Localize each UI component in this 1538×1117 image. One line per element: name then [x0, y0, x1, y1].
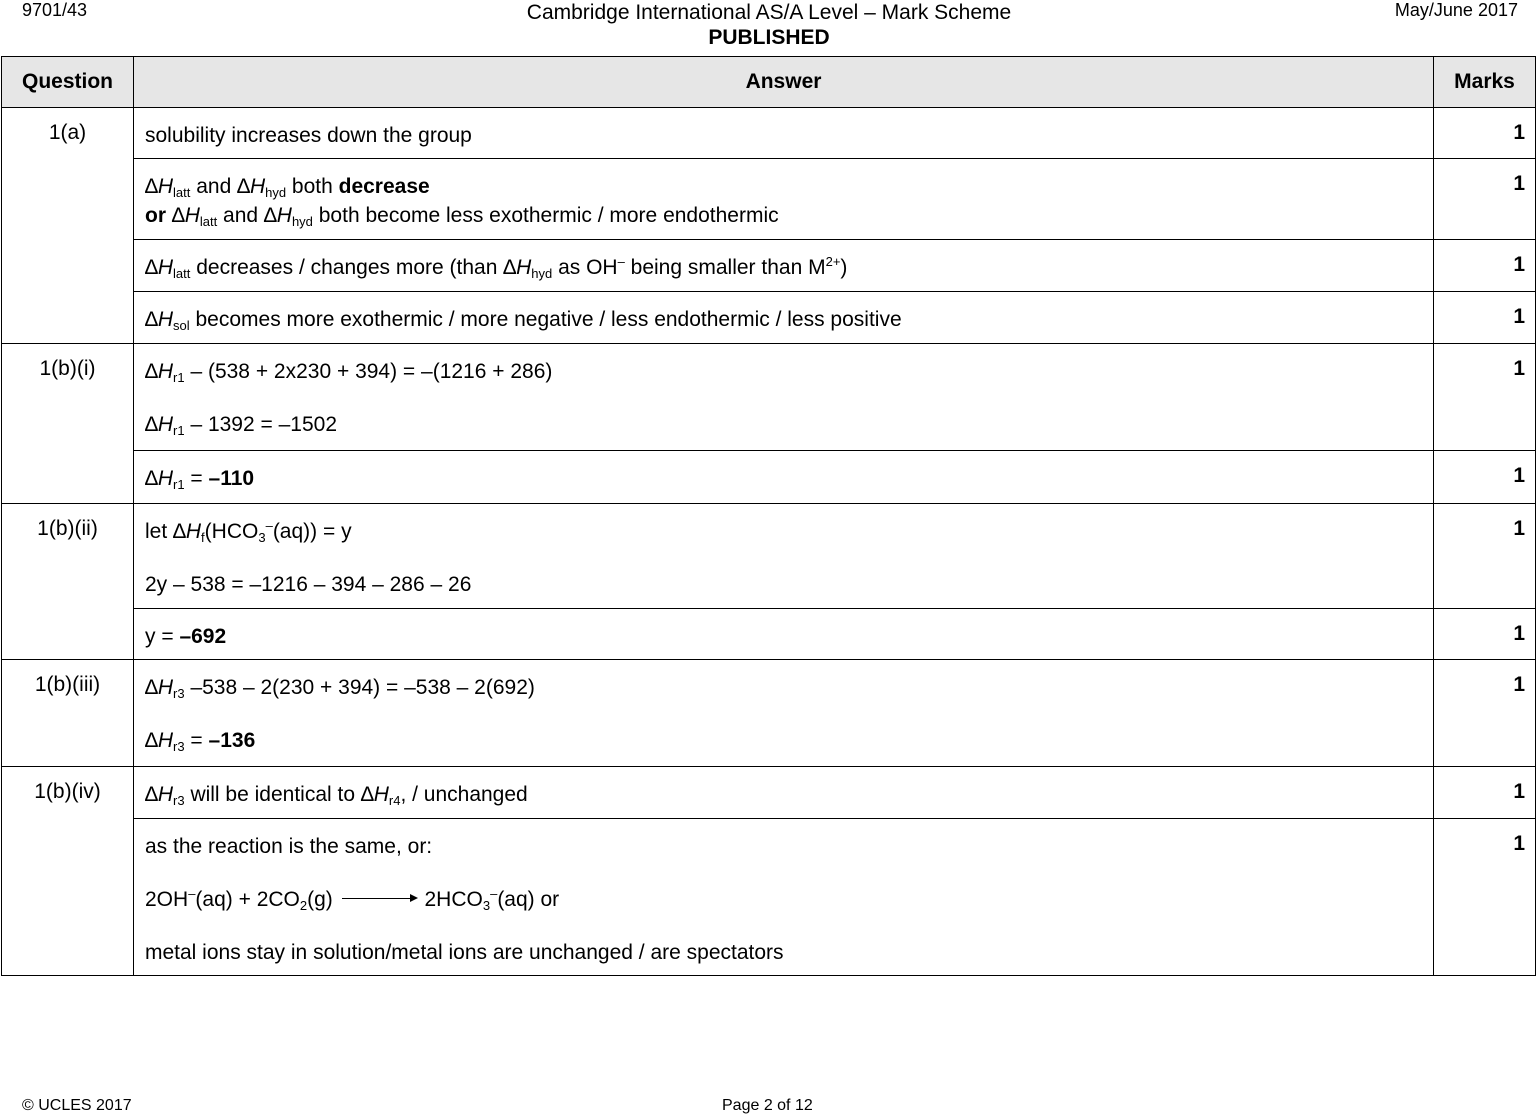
- answer-cell: $\Delta H_{latt}$ and $\Delta H_{hyd}$ both decrease or $\Delta H_{latt}$ and $\Delta H_{hyd}$ both become less exothermic / more endothermic: [134, 159, 1434, 240]
- marks-cell: 1: [1434, 344, 1536, 451]
- table-row: [2, 159, 1536, 240]
- question-number: 1(b)(i): [2, 344, 134, 504]
- document-title: [0, 0, 1538, 50]
- answer-cell: $\Delta H_{r1} = -110$: [134, 451, 1434, 504]
- header-answer: Answer: [134, 57, 1434, 108]
- answer-cell: $\Delta H_{r3}$ –538 – 2(230 + 394) = –538 – 2(692) $\Delta H_{r3} = -136$: [134, 660, 1434, 767]
- marks-cell: 1: [1434, 159, 1536, 240]
- marks-cell: 1: [1434, 819, 1536, 976]
- answer-cell: as the reaction is the same, or: $2OH^-(aq) + 2CO_2(g)$ $2HCO_3^-(aq)$ or metal ions stay in solution/metal ions are unchanged / are spectators: [134, 819, 1434, 976]
- paper-code: 9701/43: [22, 0, 88, 20]
- answer-cell: $\Delta H_{sol}$ becomes more exothermic / more negative / less endothermic / less positive: [134, 292, 1434, 344]
- header-question: Question: [2, 57, 134, 108]
- marks-cell: 1: [1434, 504, 1536, 609]
- answer-cell: $\Delta H_{latt}$ decreases / changes more (than $\Delta H_{hyd}$ as OH– being smaller than $M^{2+}$): [134, 240, 1434, 292]
- question-number: 1(b)(ii): [2, 504, 134, 660]
- table-row: [2, 504, 1536, 609]
- session-label: May/June 2017: [1394, 0, 1518, 20]
- marks-cell: 1: [1434, 451, 1536, 504]
- answer-cell: let $\Delta H_f(HCO_3^-(aq)) = y$ 2y – 538 = –1216 – 394 – 286 – 26: [134, 504, 1434, 609]
- title-text: Cambridge International AS/A Level – Mark Scheme: [526, 1, 1012, 24]
- table-row: [2, 344, 1536, 451]
- question-number: 1(a): [2, 108, 134, 344]
- page-number: Page 2 of 12: [722, 1097, 813, 1114]
- header-marks: Marks: [1434, 57, 1536, 108]
- marks-cell: 1: [1434, 609, 1536, 660]
- marks-cell: 1: [1434, 767, 1536, 819]
- question-number: 1(b)(iii): [2, 660, 134, 767]
- mark-scheme-table: [1, 56, 1536, 976]
- answer-cell: $\Delta H_{r1} - (538 + 2x230 + 394) = -(1216 + 286)$ $\Delta H_{r1} - 1392 = -1502$: [134, 344, 1434, 451]
- marks-cell: 1: [1434, 240, 1536, 292]
- answer-cell: y = –692: [134, 609, 1434, 660]
- table-row: [2, 767, 1536, 819]
- table-row: [2, 108, 1536, 159]
- table-row: [2, 240, 1536, 292]
- marks-cell: 1: [1434, 108, 1536, 159]
- table-row: [2, 609, 1536, 660]
- marks-cell: 1: [1434, 660, 1536, 767]
- table-header-row: [2, 57, 1536, 108]
- published-label: PUBLISHED: [708, 26, 830, 49]
- question-number: 1(b)(iv): [2, 767, 134, 976]
- table-row: [2, 660, 1536, 767]
- table-row: [2, 451, 1536, 504]
- answer-cell: $\Delta H_{r3}$ will be identical to $\Delta H_{r4}$, / unchanged: [134, 767, 1434, 819]
- answer-cell: solubility increases down the group: [134, 108, 1434, 159]
- marks-cell: 1: [1434, 292, 1536, 344]
- copyright: © UCLES 2017: [22, 1097, 132, 1114]
- table-row: [2, 819, 1536, 976]
- reaction-arrow-icon: [342, 898, 416, 899]
- table-row: [2, 292, 1536, 344]
